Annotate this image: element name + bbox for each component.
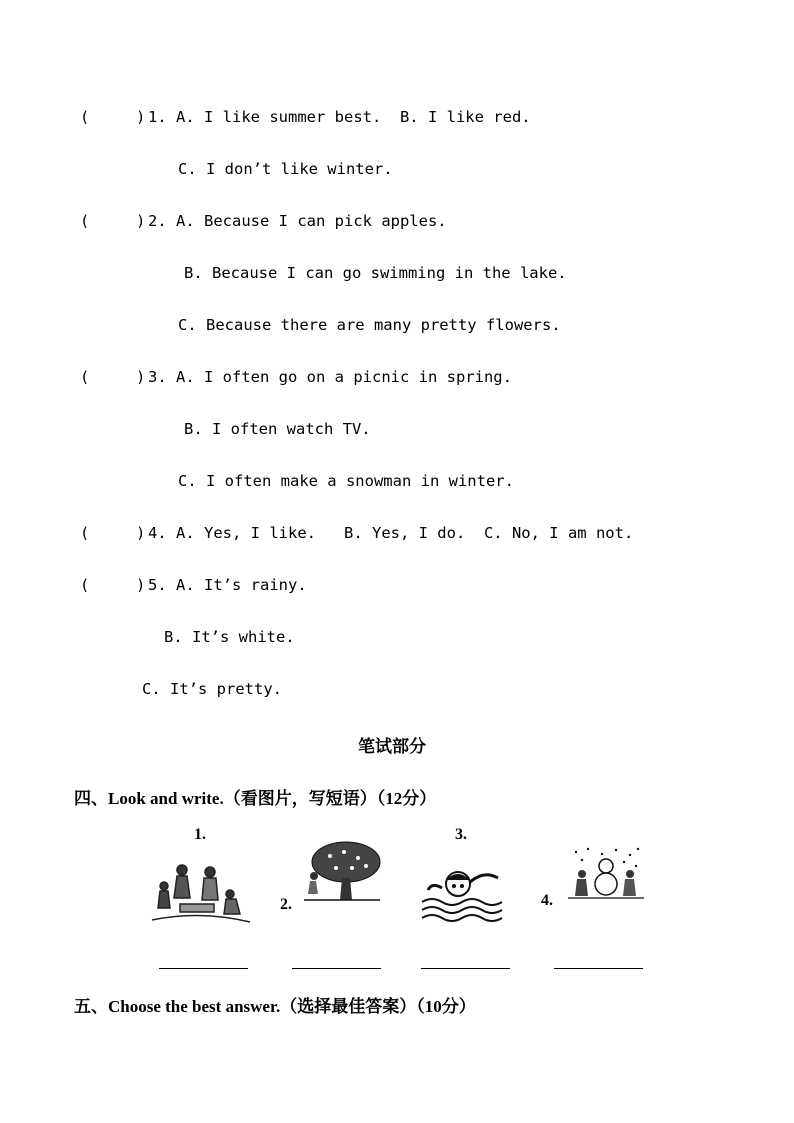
picture-number-1: 1.	[194, 826, 206, 843]
picture-number-2: 2.	[280, 896, 292, 913]
question-number: 5.	[148, 576, 167, 594]
picture-number-4: 4.	[541, 892, 553, 909]
question-option-line: C. Because there are many pretty flowers.	[178, 316, 561, 334]
question-option-line: A. I like summer best. B. I like red.	[176, 108, 531, 126]
question-option-line: A. I often go on a picnic in spring.	[176, 368, 512, 386]
picture-number-3: 3.	[455, 826, 467, 843]
question-option-line: B. Because I can go swimming in the lake.	[184, 264, 567, 282]
answer-paren[interactable]: ( )	[80, 108, 146, 126]
question-option-line: C. I don’t like winter.	[178, 160, 393, 178]
answer-paren[interactable]: ( )	[80, 576, 146, 594]
question-2-row	[80, 212, 447, 230]
swimming-picture-icon	[420, 862, 510, 924]
question-number: 4.	[148, 524, 167, 542]
question-option-line: C. It’s pretty.	[142, 680, 282, 698]
answer-blank-3[interactable]	[421, 968, 510, 969]
question-number: 2.	[148, 212, 167, 230]
question-option-line: A. It’s rainy.	[176, 576, 307, 594]
picnic-picture-icon	[150, 858, 252, 928]
question-number: 1.	[148, 108, 167, 126]
apple-tree-picture-icon	[300, 838, 384, 904]
section-5-title: 五、Choose the best answer.（选择最佳答案）（10分）	[74, 997, 476, 1016]
section-4-title: 四、Look and write.（看图片，写短语）（12分）	[74, 789, 437, 808]
answer-paren[interactable]: ( )	[80, 368, 146, 386]
question-number: 3.	[148, 368, 167, 386]
question-4-row	[80, 524, 633, 542]
snowman-picture-icon	[566, 846, 646, 902]
question-option-line: A. Yes, I like. B. Yes, I do. C. No, I am not.	[176, 524, 634, 542]
answer-paren[interactable]: ( )	[80, 212, 146, 230]
written-part-title: 笔试部分	[358, 737, 426, 756]
question-5-row	[80, 576, 307, 594]
question-option-line: B. I often watch TV.	[184, 420, 371, 438]
answer-paren[interactable]: ( )	[80, 524, 146, 542]
question-1-row	[80, 108, 531, 126]
question-3-row	[80, 368, 512, 386]
question-option-line: C. I often make a snowman in winter.	[178, 472, 514, 490]
question-option-line: B. It’s white.	[164, 628, 295, 646]
question-option-line: A. Because I can pick apples.	[176, 212, 447, 230]
answer-blank-2[interactable]	[292, 968, 381, 969]
answer-blank-1[interactable]	[159, 968, 248, 969]
answer-blank-4[interactable]	[554, 968, 643, 969]
